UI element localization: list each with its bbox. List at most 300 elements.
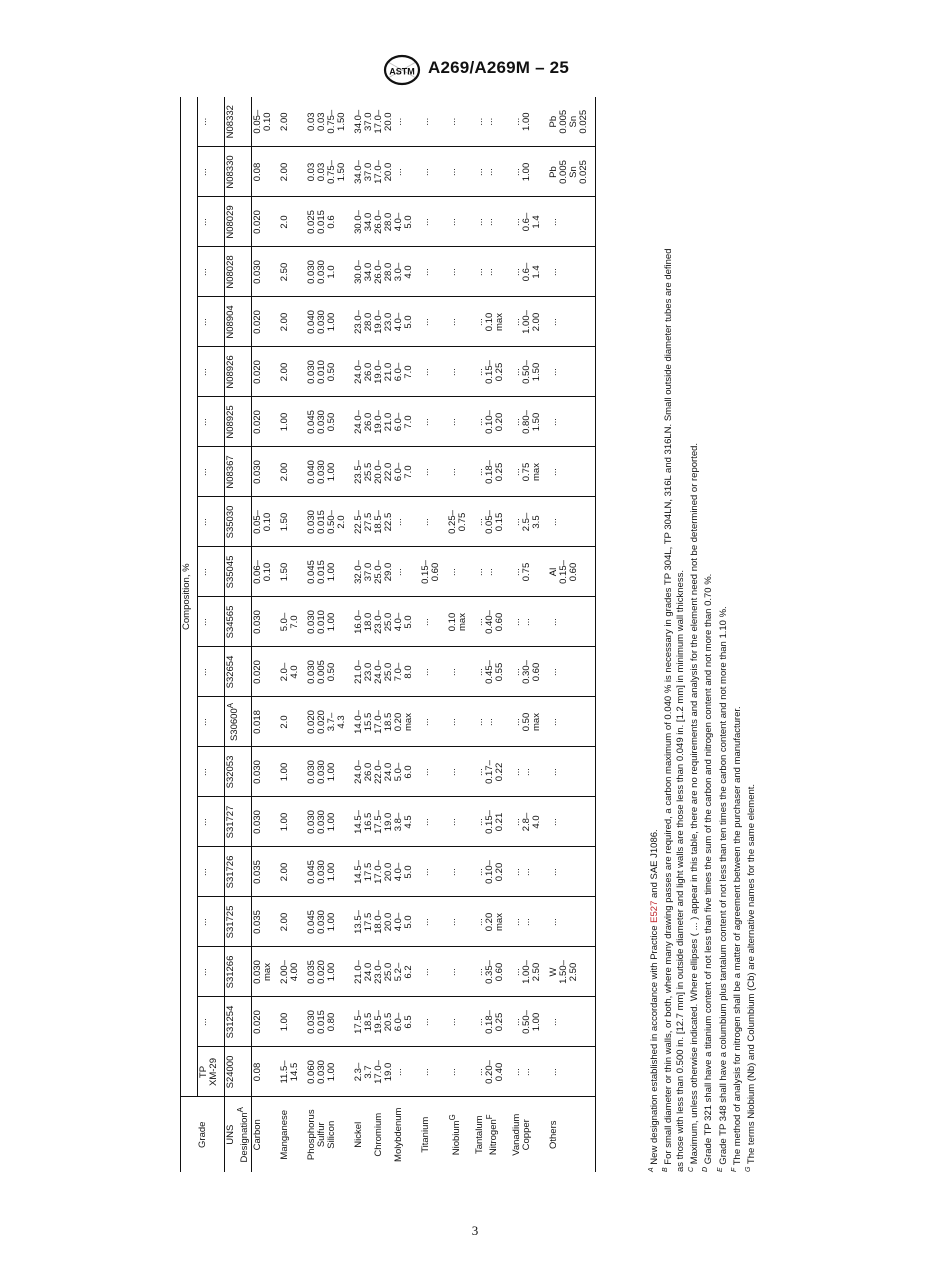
uns-cell <box>225 997 252 1047</box>
element-row <box>306 97 353 1172</box>
uns-code: S30600 <box>229 708 241 742</box>
value-cell: ... 0.17– 0.22 <box>474 747 511 797</box>
value-cell: 0.030 <box>252 247 280 297</box>
element-label-text: Titanium <box>420 1116 432 1153</box>
value-cell: ... 0.18– 0.25 <box>474 447 511 497</box>
element-label-mark: G <box>448 1114 458 1121</box>
value-cell: 0.035 <box>252 897 280 947</box>
value-cell: ... <box>420 847 447 897</box>
value-cell: 0.020 <box>252 347 280 397</box>
grade-cell: ... <box>198 897 225 947</box>
value-cell: ... <box>420 297 447 347</box>
value-cell: 2.00– 4.00 <box>279 947 306 997</box>
value-cell: 0.030 <box>252 747 280 797</box>
footnote-mark: D <box>702 1166 710 1172</box>
uns-cell <box>225 897 252 947</box>
value-cell: 14.5– 17.5 17.0– 20.0 4.0– 5.0 <box>353 847 420 897</box>
value-cell: ... <box>447 147 474 197</box>
value-cell: ... <box>447 647 474 697</box>
value-cell: 24.0– 26.0 22.0– 24.0 5.0– 6.0 <box>353 747 420 797</box>
element-label-text: Others <box>548 1120 560 1150</box>
grade-cell: ... <box>198 547 225 597</box>
footnote-text: For small diameter or thin walls, or both, where many drawing passes are required, a carbon maximum of 0.040 % is necessary in grades TP 304L, TP 304LN, 316L and 316LN. Small outside diameter tubes are defined <box>663 248 675 1165</box>
value-cell: 1.00 <box>279 747 306 797</box>
value-cell: ... 1.00 <box>511 147 548 197</box>
value-cell: ... <box>420 447 447 497</box>
footnote-mark: A <box>648 1167 655 1172</box>
uns-cell <box>225 597 252 647</box>
grade-cell: TP XM-29 <box>198 1047 225 1097</box>
uns-code: N08926 <box>225 355 236 389</box>
value-cell: ... 0.75 <box>511 547 548 597</box>
value-cell: ... <box>548 797 596 847</box>
value-cell: 0.030 <box>252 447 280 497</box>
element-label <box>252 1097 280 1172</box>
value-cell: 0.040 0.030 1.00 <box>306 447 353 497</box>
uns-code: S32053 <box>225 755 236 789</box>
element-row <box>353 97 420 1172</box>
value-cell: 0.030 0.030 1.00 <box>306 797 353 847</box>
value-cell: 0.030 0.010 1.00 <box>306 597 353 647</box>
value-cell: ... <box>420 797 447 847</box>
uns-cell <box>225 347 252 397</box>
value-cell: ... <box>548 997 596 1047</box>
value-cell: 0.025 0.015 0.6 <box>306 197 353 247</box>
uns-cell <box>225 247 252 297</box>
value-cell: ... 0.15– 0.21 <box>474 797 511 847</box>
value-cell: ... 0.80– 1.50 <box>511 397 548 447</box>
uns-code: S35030 <box>225 505 236 539</box>
value-cell: ... 0.75 max <box>511 447 548 497</box>
value-cell: ... <box>420 997 447 1047</box>
value-cell: ... <box>447 347 474 397</box>
grade-cell: ... <box>198 697 225 747</box>
value-cell: ... <box>420 147 447 197</box>
value-cell: ... <box>548 1047 596 1097</box>
uns-cell <box>225 397 252 447</box>
value-cell: 2.0 <box>279 197 306 247</box>
uns-code: S31725 <box>225 905 236 939</box>
value-cell: 2.00 <box>279 847 306 897</box>
grade-row <box>198 97 225 1172</box>
footnote-text: Maximum, unless otherwise indicated. Where ellipses ( ... ) appear in this table, there are no requirements and analysis for the element need not be determined or reported. <box>689 442 701 1165</box>
value-cell: ... <box>447 397 474 447</box>
value-cell: 11.5– 14.5 <box>279 1060 301 1084</box>
value-cell: ... ... <box>511 897 548 947</box>
value-cell: 0.020 <box>252 997 280 1047</box>
uns-code: S34565 <box>225 605 236 639</box>
grade-cell: ... <box>198 97 225 147</box>
value-cell: ... <box>420 247 447 297</box>
value-cell: 1.50 <box>279 497 306 547</box>
value-cell: ... 0.20 max <box>474 897 511 947</box>
value-cell: 24.0– 26.0 19.0– 21.0 6.0– 7.0 <box>353 397 420 447</box>
value-cell: 0.018 <box>252 697 280 747</box>
value-cell: ... 0.6– 1.4 <box>511 247 548 297</box>
element-label-text: Carbon <box>252 1119 264 1151</box>
value-cell: 0.03 0.03 0.75– 1.50 <box>306 147 353 197</box>
value-cell: 0.030 <box>252 597 280 647</box>
uns-code: S31726 <box>225 855 236 889</box>
value-cell: 34.0– 37.0 17.0– 20.0 ... <box>353 97 420 147</box>
footnote-text: The method of analysis for nitrogen shall be a matter of agreement between the purchaser and manufacturer. <box>732 706 744 1166</box>
value-cell: 2.00 <box>279 897 306 947</box>
element-label <box>447 1097 474 1172</box>
footnote-text: The terms Niobium (Nb) and Columbium (Cb) are alternative names for the same element. <box>746 783 758 1165</box>
value-cell: ... <box>548 197 596 247</box>
value-cell: Pb 0.005 Sn 0.025 <box>548 97 596 147</box>
value-cell: 1.00 <box>279 797 306 847</box>
value-cell: ... <box>447 797 474 847</box>
element-row <box>474 97 511 1172</box>
value-cell: ... <box>447 547 474 597</box>
value-cell: 0.030 0.015 0.50– 2.0 <box>306 497 353 547</box>
page-header <box>0 52 950 92</box>
value-cell: 23.0– 28.0 19.0– 23.0 4.0– 5.0 <box>353 297 420 347</box>
value-cell: ... 2.5– 3.5 <box>511 497 548 547</box>
value-cell: Pb 0.005 Sn 0.025 <box>548 147 596 197</box>
uns-code: S32654 <box>225 655 236 689</box>
value-cell: ... 0.35– 0.60 <box>474 947 511 997</box>
value-cell: ... <box>548 247 596 297</box>
value-cell: ... <box>420 197 447 247</box>
grade-cell: ... <box>198 797 225 847</box>
uns-code: N08029 <box>225 205 236 239</box>
element-label-text: Tantalum Nitrogen <box>474 1115 500 1156</box>
value-cell: ... <box>447 1068 459 1076</box>
footnote-mark: C <box>687 1166 695 1172</box>
value-cell: ... <box>548 847 596 897</box>
value-cell: 1.00 <box>279 997 306 1047</box>
value-cell: ... <box>447 197 474 247</box>
value-cell: 5.0– 7.0 <box>279 597 306 647</box>
grade-cell: ... <box>198 597 225 647</box>
value-cell: 1.50 <box>279 547 306 597</box>
value-cell: 0.020 <box>252 197 280 247</box>
standard-designation: A269/A269M – 25 <box>428 58 569 77</box>
value-cell: 2.00 <box>279 97 306 147</box>
value-cell: ... 0.40– 0.60 <box>474 597 511 647</box>
value-cell: ... 0.10– 0.20 <box>474 847 511 897</box>
footnote <box>686 97 700 1172</box>
uns-code: S35045 <box>225 555 236 589</box>
uns-cell <box>225 197 252 247</box>
value-cell: 14.5– 16.5 17.5– 19.0 3.8– 4.5 <box>353 797 420 847</box>
value-cell: ... 0.6– 1.4 <box>511 197 548 247</box>
uns-label <box>225 1097 252 1172</box>
value-cell: 13.5– 17.5 18.0– 20.0 4.0– 5.0 <box>353 897 420 947</box>
value-cell: 0.030 0.015 0.80 <box>306 997 353 1047</box>
uns-code: S31727 <box>225 805 236 839</box>
footnote <box>729 97 743 1172</box>
value-cell: 32.0– 37.0 25.0– 29.0 ... <box>353 547 420 597</box>
grade-cell: ... <box>198 647 225 697</box>
value-cell: 0.040 0.030 1.00 <box>306 297 353 347</box>
value-cell: 2.00 <box>279 147 306 197</box>
footnote <box>743 97 757 1172</box>
value-cell: 2.50 <box>279 247 306 297</box>
value-cell: ... <box>420 947 447 997</box>
footnote-link[interactable]: E527 <box>649 900 661 923</box>
element-label <box>353 1097 420 1172</box>
element-row <box>511 97 548 1172</box>
grade-cell: ... <box>198 447 225 497</box>
value-cell: ... <box>548 347 596 397</box>
value-cell: 2.00 <box>279 447 306 497</box>
uns-row <box>225 97 252 1172</box>
value-cell: ... <box>548 297 596 347</box>
value-cell: 30.0– 34.0 26.0– 28.0 3.0– 4.0 <box>353 247 420 297</box>
uns-cell <box>225 747 252 797</box>
value-cell: ... 1.00– 2.50 <box>511 947 548 997</box>
element-row <box>420 97 447 1172</box>
value-cell: ... <box>420 397 447 447</box>
uns-code: N08330 <box>225 155 236 189</box>
uns-cell <box>225 947 252 997</box>
value-cell: 16.0– 18.0 23.0– 25.0 4.0– 5.0 <box>353 597 420 647</box>
value-cell: ... ... <box>511 1068 533 1076</box>
uns-cell <box>225 797 252 847</box>
grade-cell: ... <box>198 997 225 1047</box>
uns-code: N08367 <box>225 455 236 489</box>
page-number: 3 <box>471 1223 479 1238</box>
value-cell: ... <box>447 297 474 347</box>
value-cell: 24.0– 26.0 19.0– 21.0 6.0– 7.0 <box>353 347 420 397</box>
value-cell: 0.030 0.030 1.00 <box>306 747 353 797</box>
element-label-text: Vanadium Copper <box>511 1113 533 1156</box>
rotated-content <box>180 97 758 1172</box>
composition-header-row <box>181 97 198 1172</box>
grade-cell: ... <box>198 297 225 347</box>
value-cell: 21.0– 23.0 24.0– 25.0 7.0– 8.0 <box>353 647 420 697</box>
grade-header: Grade <box>181 1097 225 1172</box>
composition-table-container <box>180 97 640 1172</box>
value-cell: ... <box>420 897 447 947</box>
grade-cell: ... <box>198 147 225 197</box>
value-cell: 0.06– 0.10 <box>252 547 280 597</box>
uns-cell <box>225 297 252 347</box>
footnote <box>700 97 714 1172</box>
value-cell: 0.030 0.010 0.50 <box>306 347 353 397</box>
element-row <box>279 97 306 1172</box>
value-cell: 0.045 0.030 1.00 <box>306 897 353 947</box>
value-cell: ... <box>447 897 474 947</box>
uns-code: N08904 <box>225 305 236 339</box>
value-cell: ... ... <box>474 247 511 297</box>
footnote-mark: F <box>731 1167 738 1172</box>
value-cell: 21.0– 24.0 23.0– 25.0 5.2– 6.2 <box>353 947 420 997</box>
uns-code: S31266 <box>225 955 236 989</box>
value-cell: ... <box>420 597 447 647</box>
value-cell: 0.030 max <box>252 947 280 997</box>
uns-cell <box>225 547 252 597</box>
footnote-mark: E <box>716 1167 724 1172</box>
value-cell: 0.035 0.020 1.00 <box>306 947 353 997</box>
element-label-text: Niobium <box>451 1120 463 1156</box>
value-cell: ... <box>548 597 596 647</box>
value-cell: ... <box>548 897 596 947</box>
grade-cell: ... <box>198 197 225 247</box>
value-cell: ... <box>447 997 474 1047</box>
value-cell: 14.0– 15.5 17.0– 18.5 0.20 max <box>353 697 420 747</box>
value-cell: 1.00 <box>279 397 306 447</box>
value-cell: ... <box>447 697 474 747</box>
value-cell: 2.00 <box>279 297 306 347</box>
value-cell: ... ... <box>474 97 511 147</box>
value-cell: 0.05– 0.10 <box>252 497 280 547</box>
value-cell: 0.020 <box>252 397 280 447</box>
value-cell: 2.0 <box>279 697 306 747</box>
footnote-text: New designation established in accordance with Practice <box>649 922 661 1165</box>
footnote-mark: B <box>662 1167 670 1172</box>
value-cell: 0.030 0.005 0.50 <box>306 647 353 697</box>
astm-logo-icon <box>382 54 422 86</box>
uns-code: N08028 <box>225 255 236 289</box>
composition-header: Composition, % <box>181 97 198 1097</box>
uns-label-mark: A <box>236 1107 245 1113</box>
element-label <box>279 1097 306 1172</box>
uns-code: N08925 <box>225 405 236 439</box>
value-cell: ... ... <box>474 197 511 247</box>
value-cell: 0.035 <box>252 847 280 897</box>
value-cell: ... <box>447 847 474 897</box>
value-cell: 34.0– 37.0 17.0– 20.0 ... <box>353 147 420 197</box>
value-cell: 0.08 <box>252 147 280 197</box>
grade-cell: ... <box>198 347 225 397</box>
value-cell: 22.5– 27.5 18.5– 22.5 ... <box>353 497 420 547</box>
element-row <box>548 97 596 1172</box>
value-cell: ... <box>420 97 447 147</box>
value-cell: ... 0.15– 0.25 <box>474 347 511 397</box>
logo-text: ASTM <box>389 66 415 77</box>
value-cell: ... ... <box>474 697 511 747</box>
value-cell: 0.020 <box>252 297 280 347</box>
value-cell: 0.08 <box>252 1062 264 1082</box>
value-cell: ... ... <box>511 597 548 647</box>
uns-cell <box>225 447 252 497</box>
value-cell: ... 2.8– 4.0 <box>511 797 548 847</box>
element-label-text: Nickel Chromium Molybdenum <box>353 1107 405 1162</box>
value-cell: ... <box>420 1068 432 1076</box>
value-cell: ... ... <box>474 547 511 597</box>
table-footnotes <box>646 97 758 1172</box>
value-cell: 0.25– 0.75 <box>447 497 474 547</box>
value-cell: 0.05– 0.10 <box>252 97 280 147</box>
footnote <box>715 97 729 1172</box>
footnote-text: Grade TP 348 shall have a columbium plus tantalum content of not less than ten times the carbon content and not more than 1.10 %. <box>717 606 729 1165</box>
uns-cell <box>225 97 252 147</box>
value-cell: 0.15– 0.60 <box>420 547 447 597</box>
uns-cell <box>225 147 252 197</box>
value-cell: 0.045 0.015 1.00 <box>306 547 353 597</box>
uns-cell <box>225 497 252 547</box>
value-cell: ... 0.50– 1.00 <box>511 997 548 1047</box>
value-cell: Al 0.15– 0.60 <box>548 547 596 597</box>
value-cell: ... <box>420 697 447 747</box>
element-label-mark: F <box>485 1114 495 1120</box>
value-cell: 0.03 0.03 0.75– 1.50 <box>306 97 353 147</box>
value-cell: ... <box>420 747 447 797</box>
value-cell: 0.030 <box>252 797 280 847</box>
value-cell: ... <box>420 347 447 397</box>
uns-code: S24000 <box>225 1055 236 1089</box>
value-cell: ... 0.30– 0.60 <box>511 647 548 697</box>
value-cell: ... ... <box>511 847 548 897</box>
value-cell: 2.00 <box>279 347 306 397</box>
uns-code: N08332 <box>225 105 236 139</box>
grade-cell: ... <box>198 397 225 447</box>
value-cell: ... 1.00– 2.00 <box>511 297 548 347</box>
value-cell: 0.020 <box>252 647 280 697</box>
value-cell: ... <box>420 497 447 547</box>
footnote-text: Grade TP 321 shall have a titanium content of not less than five times the sum of the carbon and nitrogen content and not more than 0.70 %. <box>703 573 715 1165</box>
value-cell: ... 0.20– 0.40 <box>474 1060 506 1084</box>
uns-cell <box>225 847 252 897</box>
grade-cell: ... <box>198 847 225 897</box>
value-cell: ... <box>548 697 596 747</box>
value-cell: W 1.50– 2.50 <box>548 947 596 997</box>
value-cell: ... <box>447 97 474 147</box>
value-cell: ... <box>548 747 596 797</box>
value-cell: 17.5– 18.5 19.5– 20.5 6.0– 6.5 <box>353 997 420 1047</box>
value-cell: ... 0.50 max <box>511 697 548 747</box>
footnote <box>660 97 674 1172</box>
value-cell: ... <box>548 647 596 697</box>
uns-cell <box>225 647 252 697</box>
grade-cell: ... <box>198 247 225 297</box>
value-cell: 0.020 0.020 3.7– 4.3 <box>306 697 353 747</box>
footnote <box>646 97 660 1172</box>
uns-cell <box>225 697 252 747</box>
value-cell: 23.5– 25.5 20.0– 22.0 6.0– 7.0 <box>353 447 420 497</box>
uns-code: S31254 <box>225 1005 236 1039</box>
value-cell: 0.10 max <box>447 597 474 647</box>
element-label <box>548 1097 596 1172</box>
value-cell: ... 0.05– 0.15 <box>474 497 511 547</box>
value-cell: ... <box>420 647 447 697</box>
value-cell: ... ... <box>511 747 548 797</box>
value-cell: ... <box>548 497 596 547</box>
footnote-mark: G <box>745 1166 753 1172</box>
value-cell: ... <box>548 447 596 497</box>
value-cell: 2.3– 3.7 17.0– 19.0 ... <box>353 1060 405 1084</box>
footnote <box>675 97 686 1172</box>
value-cell: 30.0– 34.0 26.0– 28.0 4.0– 5.0 <box>353 197 420 247</box>
value-cell: ... 0.10 max <box>474 297 511 347</box>
grade-cell: ... <box>198 747 225 797</box>
element-row <box>252 97 280 1172</box>
footnote-text-post: and SAE J1086. <box>649 829 661 901</box>
value-cell: ... <box>548 397 596 447</box>
composition-table <box>180 97 596 1172</box>
uns-label-text: UNS Designation <box>225 1112 251 1163</box>
element-label <box>306 1097 353 1172</box>
value-cell: ... <box>447 247 474 297</box>
value-cell: ... 0.50– 1.50 <box>511 347 548 397</box>
value-cell: 0.045 0.030 1.00 <box>306 847 353 897</box>
value-cell: 0.060 0.030 1.00 <box>306 1060 338 1084</box>
value-cell: ... <box>447 947 474 997</box>
element-label-text: Manganese <box>279 1109 291 1160</box>
grade-cell: ... <box>198 497 225 547</box>
grade-cell: ... <box>198 947 225 997</box>
value-cell: 0.045 0.030 0.50 <box>306 397 353 447</box>
uns-code-mark: A <box>226 702 235 709</box>
element-label <box>511 1097 548 1172</box>
element-label <box>420 1097 447 1172</box>
value-cell: ... <box>447 747 474 797</box>
element-label <box>474 1097 511 1172</box>
